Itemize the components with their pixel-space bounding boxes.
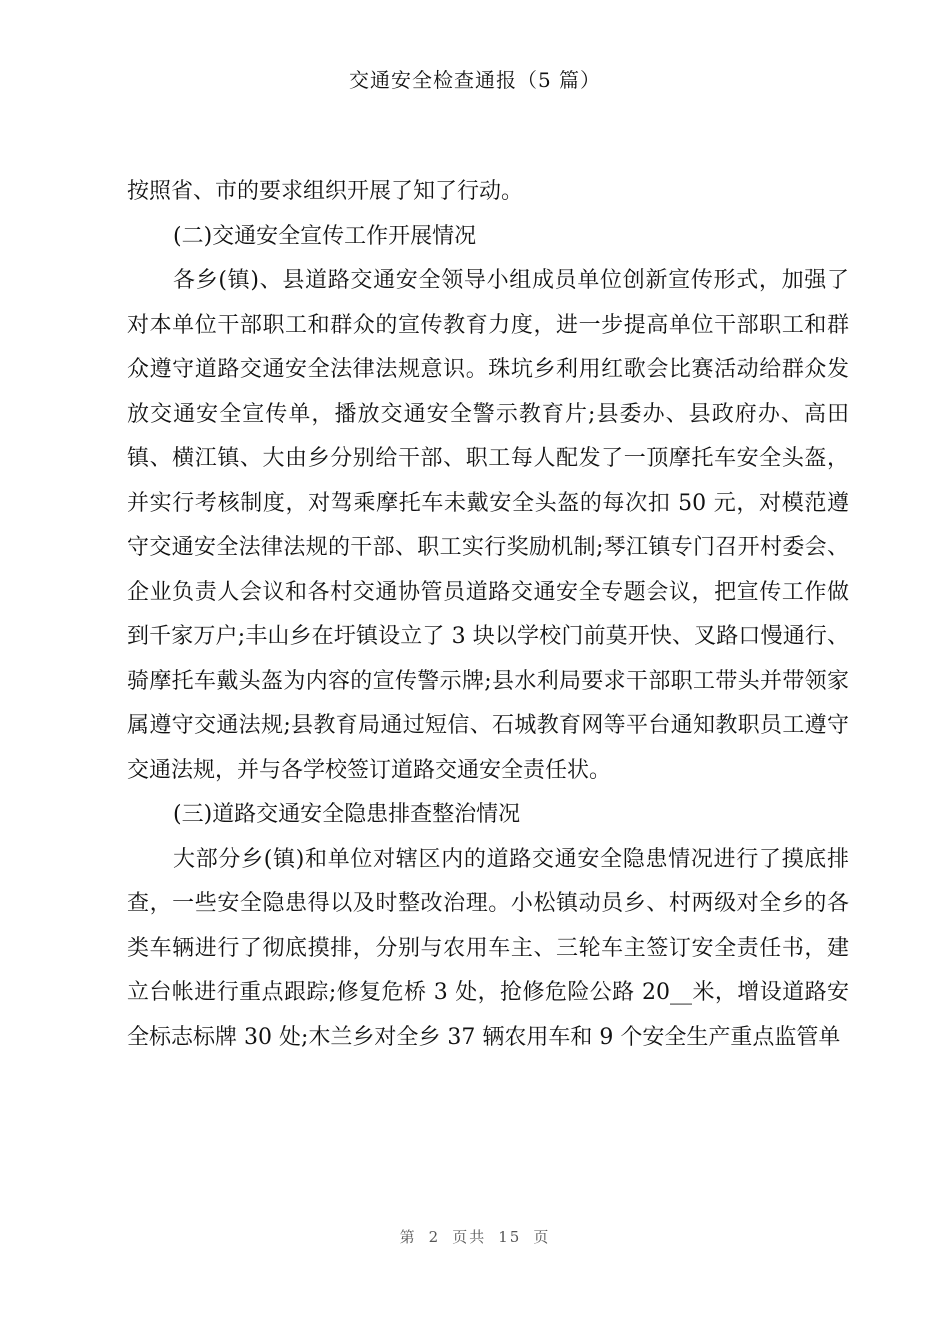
paragraph-publicity: 各乡(镇)、县道路交通安全领导小组成员单位创新宣传形式，加强了对本单位干部职工和群众的宣传教育力度，进一步提高单位干部职工和群众遵守道路交通安全法律法规意识。珠坑乡利用红歌会比赛活动给群众发放交通安全宣传单，播放交通安全警示教育片;县委办、县政府办、高田镇、横江镇、大由乡分别给干部、职工每人配发了一顶摩托车安全头盔，并实行考核制度，对驾乘摩托车未戴安全头盔的每次扣 50 元，对模范遵守交通安全法律法规的干部、职工实行奖励机制;琴江镇专门召开村委会、企业负责人会议和各村交通协管员道路交通安全专题会议，把宣传工作做到千家万户;丰山乡在圩镇设立了 3 块以学校门前莫开快、叉路口慢通行、骑摩托车戴头盔为内容的宣传警示牌;县水利局要求干部职工带头并带领家属遵守交通法规;县教育局通过短信、石城教育网等平台通知教职员工遵守交通法规，并与各学校签订道路交通安全责任状。 bbox=[127, 268, 849, 783]
paragraph-hazard-inspection: 大部分乡(镇)和单位对辖区内的道路交通安全隐患情况进行了摸底排查，一些安全隐患得以及时整改治理。小松镇动员乡、村两级对全乡的各类车辆进行了彻底摸排，分别与农用车主、三轮车主签订安全责任书，建立台帐进行重点跟踪;修复危桥 3 处，抢修危险公路 20__米，增设道路安全标志标牌 30 处;木兰乡对全乡 37 辆农用车和 9 个安全生产重点监管单 bbox=[127, 846, 849, 1050]
section-heading-hazard-inspection: (三)道路交通安全隐患排查整治情况 bbox=[173, 802, 521, 827]
section-heading-publicity: (二)交通安全宣传工作开展情况 bbox=[173, 223, 477, 249]
footer-label-mid: 页共 bbox=[452, 1228, 487, 1246]
document-title: 交通安全检查通报（5 篇） bbox=[348, 68, 602, 92]
footer-label-pre: 第 bbox=[399, 1228, 417, 1246]
page-footer bbox=[0, 1226, 950, 1247]
footer-current-page: 2 bbox=[428, 1228, 441, 1246]
footer-label-post: 页 bbox=[533, 1228, 551, 1246]
footer-total-pages: 15 bbox=[498, 1228, 522, 1246]
document-body bbox=[127, 170, 849, 1060]
paragraph-continuation: 按照省、市的要求组织开展了知了行动。 bbox=[127, 179, 524, 204]
